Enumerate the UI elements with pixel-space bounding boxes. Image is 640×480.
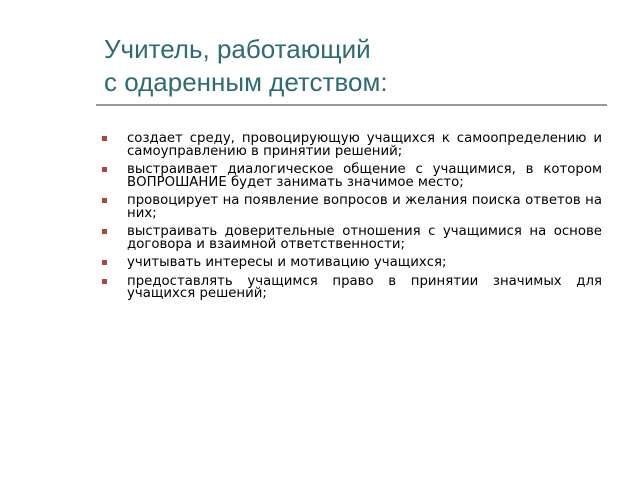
square-bullet-icon <box>102 229 107 234</box>
bullet-item <box>102 195 602 220</box>
bullet-text: предоставлять учащимся право в принятии значимых для учащихся решений; <box>127 273 602 301</box>
bullet-item <box>102 133 602 158</box>
bullet-item <box>102 257 602 270</box>
square-bullet-icon <box>102 260 107 265</box>
square-bullet-icon <box>102 136 107 141</box>
bullet-text: учитывать интересы и мотивацию учащихся; <box>127 255 447 270</box>
slide-title-line-2: с одаренным детством: <box>104 67 388 97</box>
bullet-list <box>102 133 602 307</box>
bullet-item <box>102 273 602 301</box>
square-bullet-icon <box>102 198 107 203</box>
bullet-item <box>102 226 602 251</box>
bullet-text: создает среду, провоцирующую учащихся к самоопределению и самоуправлению в принятии решений; <box>127 131 602 159</box>
slide-title-line-1: Учитель, работающий <box>104 34 371 64</box>
square-bullet-icon <box>102 279 107 284</box>
title-divider <box>96 104 607 106</box>
bullet-item <box>102 164 602 189</box>
square-bullet-icon <box>102 167 107 172</box>
bullet-text: выстраивать доверительные отношения с учащимися на основе договора и взаимной ответственности; <box>127 224 602 252</box>
bullet-text: выстраивает диалогическое общение с учащимися, в котором ВОПРОШАНИЕ будет занимать значимое место; <box>127 162 602 190</box>
bullet-text: провоцирует на появление вопросов и желания поиска ответов на них; <box>127 193 602 221</box>
slide-title <box>104 33 604 99</box>
